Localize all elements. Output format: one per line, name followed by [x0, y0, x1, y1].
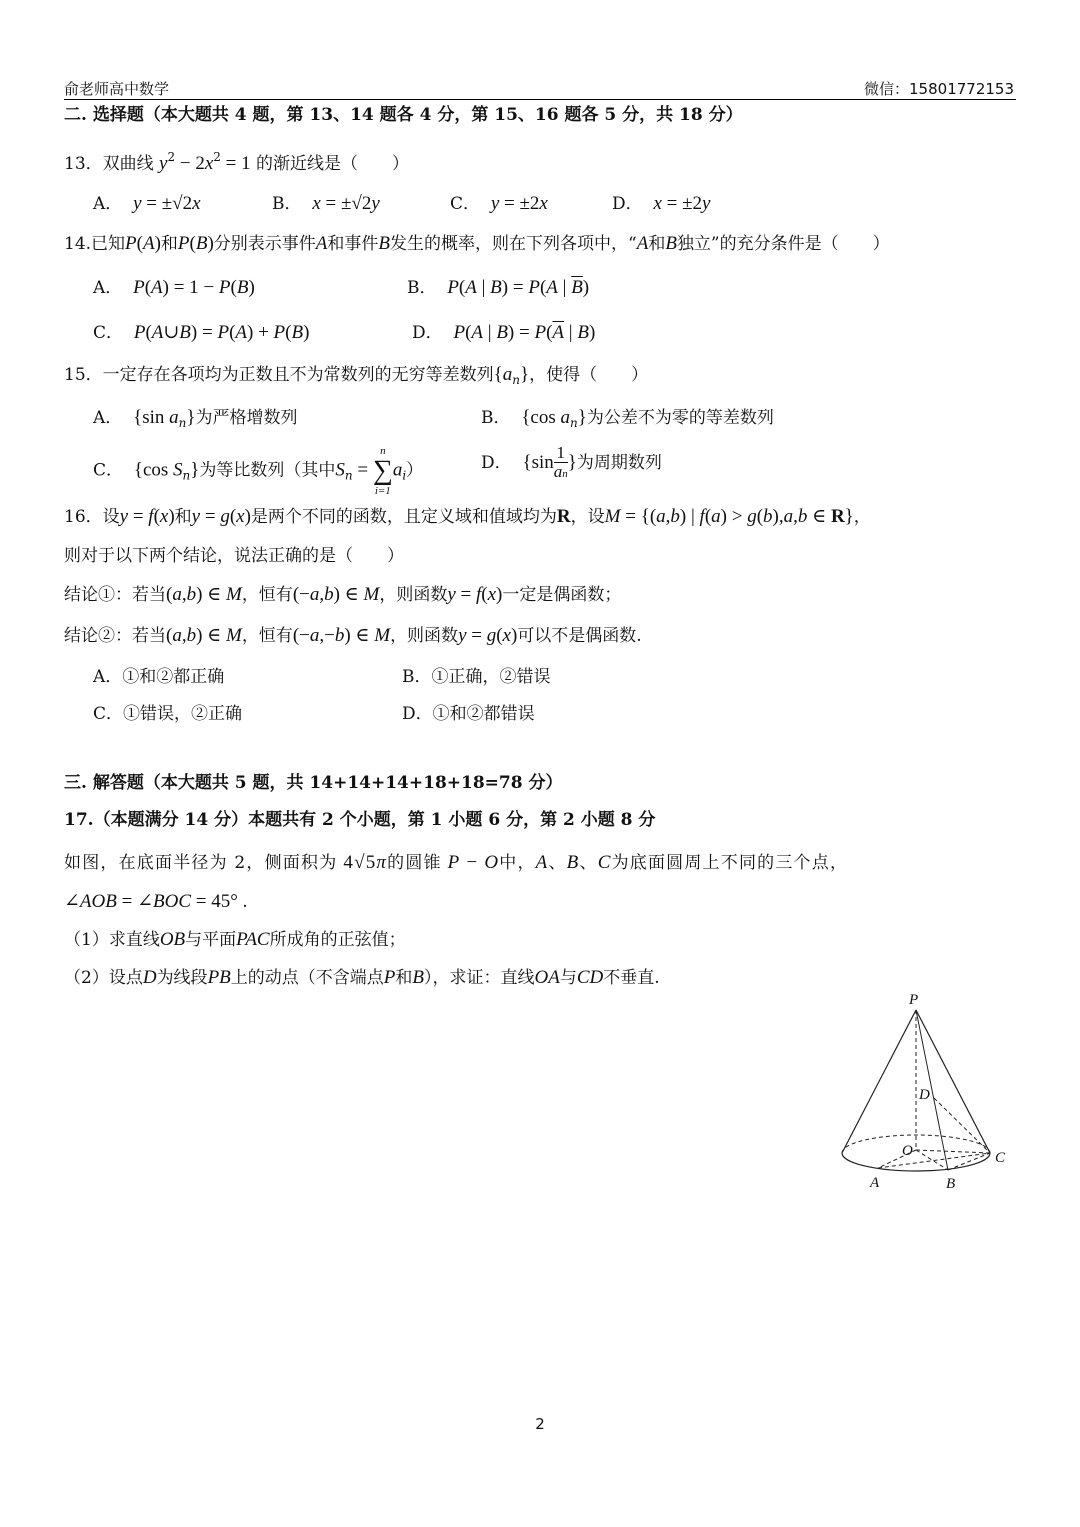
- page-number: 2: [535, 1415, 545, 1433]
- q15-option-c[interactable]: C． {cos $S_n$}为等比数列（其中$S_n$ = n ∑ i=1 $a_i$）: [93, 445, 424, 497]
- q17-subquestion-2: （2）设点D为线段PB上的动点（不含端点P和B），求证：直线OA与CD不垂直.: [64, 967, 660, 988]
- header-right: 微信：15801772153: [864, 80, 1014, 98]
- segment-cd: [934, 1098, 990, 1153]
- cone-edge-right: [916, 1010, 990, 1153]
- q16-option-c[interactable]: C．①错误，②正确: [93, 704, 243, 724]
- q16-option-a[interactable]: A．①和②都正确: [93, 667, 225, 687]
- label-b: B: [946, 1176, 956, 1192]
- q16-option-b[interactable]: B．①正确，②错误: [402, 667, 551, 687]
- cone-figure: [830, 988, 1020, 1198]
- q14-option-c[interactable]: C． P(A∪B) = P(A) + P(B): [93, 322, 310, 343]
- q13-stem: 13．双曲线 $y^2 - 2x^2 = 1$ 的渐近线是（ ）: [64, 150, 410, 174]
- q16-stem: 16．设y = f(x)和y = g(x)是两个不同的函数，且定义域和值域均为R，设M = {(a,b) | f(a) > g(b),a,b ∈ R}，: [64, 506, 871, 527]
- q15-stem: 15．一定存在各项均为正数且不为常数列的无穷等差数列$\{a_n\}$，使得（ ）: [64, 364, 649, 387]
- segment-oc: [916, 1150, 990, 1153]
- q13-option-a[interactable]: A． y = ±√2x: [93, 193, 201, 214]
- q15-option-d[interactable]: D． {sin $\frac{1}{an}$ }为周期数列: [481, 443, 662, 481]
- segment-ob: [916, 1150, 948, 1170]
- section3-title: 三. 解答题（本大题共 5 题，共 14+14+14+18+18=78 分）: [64, 773, 563, 793]
- q14-stem: 14.已知P(A)和P(B)分别表示事件A和事件B发生的概率，则在下列各项中，“A和B独立”的充分条件是（ ）: [64, 233, 890, 254]
- label-p: P: [909, 992, 919, 1008]
- section2-title: 二. 选择题（本大题共 4 题，第 13、14 题各 4 分，第 15、16 题各 5 分，共 18 分）: [64, 105, 743, 125]
- q14-option-b[interactable]: B． P(A | B) = P(A | $\overline{B}$): [407, 277, 590, 298]
- header-rule: [64, 99, 1016, 100]
- q16-conclusion-2: 结论②：若当(a,b) ∈ M，恒有(−a,−b) ∈ M，则函数y = g(x)可以不是偶函数.: [64, 625, 642, 646]
- q17-subquestion-1: （1）求直线OB与平面PAC所成角的正弦值；: [64, 929, 406, 950]
- q17-header: 17.（本题满分 14 分）本题共有 2 个小题，第 1 小题 6 分，第 2 小题 8 分: [64, 810, 656, 830]
- q15-option-a[interactable]: A． {sin $a_n$}为严格增数列: [93, 407, 298, 430]
- label-a: A: [870, 1175, 880, 1191]
- label-d: D: [919, 1087, 930, 1103]
- q17-paragraph: 如图，在底面半径为 2，侧面积为 4√5π的圆锥 P − O中，A、B、C为底面圆周上不同的三个点，: [64, 852, 849, 873]
- q17-angle-condition: ∠AOB = ∠BOC = 45° .: [64, 891, 248, 912]
- label-o: O: [902, 1143, 913, 1159]
- q13-option-b[interactable]: B． x = ±√2y: [272, 193, 380, 214]
- q16-line2: 则对于以下两个结论，说法正确的是（ ）: [64, 546, 404, 566]
- q13-option-c[interactable]: C． y = ±2x: [450, 193, 548, 214]
- q14-option-a[interactable]: A． P(A) = 1 − P(B): [93, 277, 255, 298]
- q16-conclusion-1: 结论①：若当(a,b) ∈ M，恒有(−a,b) ∈ M，则函数y = f(x)一定是偶函数；: [64, 584, 622, 605]
- label-c: C: [995, 1150, 1006, 1166]
- header-left: 俞老师高中数学: [64, 80, 170, 98]
- q13-option-d[interactable]: D． x = ±2y: [612, 193, 711, 214]
- q14-option-d[interactable]: D． P(A | $B) = P(\overline{A}$ | B): [412, 322, 596, 343]
- cone-edge-left: [842, 1010, 916, 1153]
- q15-option-b[interactable]: B． {cos $a_n$}为公差不为零的等差数列: [481, 407, 774, 430]
- q16-option-d[interactable]: D．①和②都错误: [402, 704, 535, 724]
